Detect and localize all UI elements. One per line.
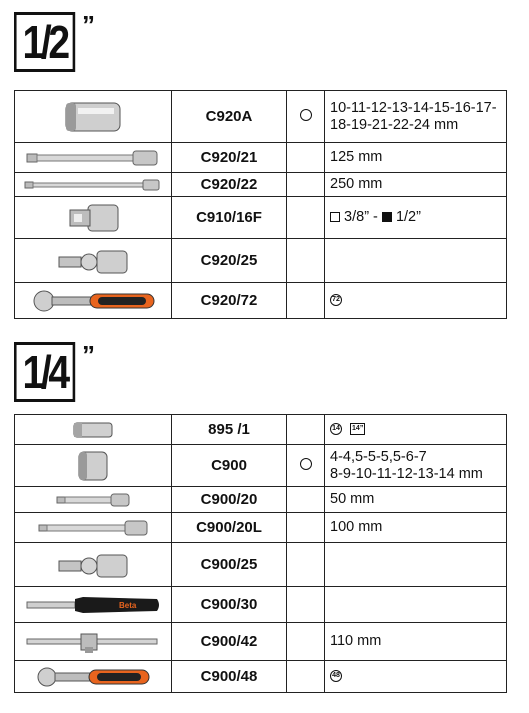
- table-row: [15, 623, 507, 661]
- table-row: [15, 487, 507, 513]
- table-row: [15, 513, 507, 543]
- set-mark: [287, 513, 325, 543]
- product-code: C920/22: [172, 173, 287, 197]
- product-code: C920/21: [172, 143, 287, 173]
- description: [325, 445, 507, 487]
- t-bar-icon: [23, 629, 163, 655]
- inch-mark: ”: [82, 10, 93, 40]
- table-row: [15, 173, 507, 197]
- product-code: C900/48: [172, 661, 287, 693]
- socket-icon: [58, 97, 128, 137]
- size-label-quarter: 1/4: [14, 342, 75, 402]
- product-code: C920/72: [172, 283, 287, 319]
- table-row: [15, 91, 507, 143]
- spec-table-quarter-inch: [14, 414, 507, 693]
- size-badge-quarter-inch: [14, 342, 93, 402]
- size-symbol: 14: [330, 423, 342, 435]
- set-mark: [287, 283, 325, 319]
- table-row: [15, 239, 507, 283]
- description: 250 mm: [325, 173, 507, 197]
- description: 3/8” - 1/2”: [325, 197, 507, 239]
- ratchet-icon: [33, 666, 153, 688]
- extension-bar-icon: [23, 147, 163, 169]
- product-code: C910/16F: [172, 197, 287, 239]
- tool-image: [15, 623, 172, 661]
- description: [325, 415, 507, 445]
- description: 50 mm: [325, 487, 507, 513]
- desc-size: 1/2”: [395, 209, 421, 226]
- tool-image: [15, 587, 172, 623]
- spec-table-half-inch: [14, 90, 507, 319]
- tool-image: [15, 487, 172, 513]
- table-row: [15, 197, 507, 239]
- table-row: [15, 143, 507, 173]
- long-extension-bar-icon: [23, 178, 163, 192]
- description: 100 mm: [325, 513, 507, 543]
- circle-icon: [300, 458, 312, 470]
- product-code: C900/20: [172, 487, 287, 513]
- ratchet-icon: [28, 289, 158, 313]
- set-mark: [287, 91, 325, 143]
- set-mark: [287, 143, 325, 173]
- tool-image: [15, 513, 172, 543]
- tool-image: [15, 283, 172, 319]
- tool-image: [15, 197, 172, 239]
- product-code: C900/20L: [172, 513, 287, 543]
- description: [325, 283, 507, 319]
- teeth-count-symbol: 72: [330, 294, 342, 306]
- tool-image: [15, 445, 172, 487]
- extension-bar-icon: [53, 492, 133, 508]
- square-outline-icon: [330, 212, 340, 222]
- long-extension-bar-icon: [35, 519, 151, 537]
- square-filled-icon: [382, 212, 392, 222]
- product-code: C920A: [172, 91, 287, 143]
- tool-image: [15, 143, 172, 173]
- table-row: [15, 587, 507, 623]
- set-mark: [287, 543, 325, 587]
- tool-image: [15, 415, 172, 445]
- size-badge-half-inch: [14, 12, 93, 72]
- product-code: C920/25: [172, 239, 287, 283]
- size-symbol-square: 14”: [350, 423, 365, 435]
- adaptor-icon: [58, 201, 128, 235]
- set-mark: [287, 587, 325, 623]
- product-code: 895 /1: [172, 415, 287, 445]
- description: [325, 91, 507, 143]
- description: [325, 543, 507, 587]
- desc-size: 3/8”: [344, 209, 370, 226]
- screwdriver-handle-icon: [23, 593, 163, 617]
- desc-line: 8-9-10-11-12-13-14 mm: [330, 465, 483, 482]
- inch-mark: ”: [82, 340, 93, 370]
- universal-joint-icon: [53, 547, 133, 583]
- set-mark: [287, 415, 325, 445]
- product-code: C900/42: [172, 623, 287, 661]
- set-mark: [287, 239, 325, 283]
- description: [325, 587, 507, 623]
- set-mark: [287, 445, 325, 487]
- tool-image: [15, 543, 172, 587]
- description: 125 mm: [325, 143, 507, 173]
- set-mark: [287, 623, 325, 661]
- product-code: C900/25: [172, 543, 287, 587]
- set-mark: [287, 197, 325, 239]
- bit-holder-icon: [68, 420, 118, 440]
- socket-icon: [71, 449, 115, 483]
- table-row: [15, 415, 507, 445]
- desc-line: 18-19-21-22-24 mm: [330, 116, 459, 133]
- circle-icon: [300, 109, 312, 121]
- tool-image: [15, 661, 172, 693]
- desc-line: 10-11-12-13-14-15-16-17-: [330, 99, 497, 116]
- table-row: [15, 283, 507, 319]
- tool-image: [15, 173, 172, 197]
- table-row: [15, 661, 507, 693]
- size-label-half: 1/2: [14, 12, 75, 72]
- description: [325, 661, 507, 693]
- table-row: [15, 445, 507, 487]
- product-code: C900: [172, 445, 287, 487]
- set-mark: [287, 661, 325, 693]
- product-code: C900/30: [172, 587, 287, 623]
- teeth-count-symbol: 48: [330, 670, 342, 682]
- description: [325, 239, 507, 283]
- universal-joint-icon: [53, 243, 133, 279]
- set-mark: [287, 487, 325, 513]
- description: 110 mm: [325, 623, 507, 661]
- tool-image: [15, 239, 172, 283]
- desc-line: 4-4,5-5-5,5-6-7: [330, 448, 427, 465]
- set-mark: [287, 173, 325, 197]
- tool-image: [15, 91, 172, 143]
- table-row: [15, 543, 507, 587]
- handle-brand-text: Beta: [119, 600, 137, 610]
